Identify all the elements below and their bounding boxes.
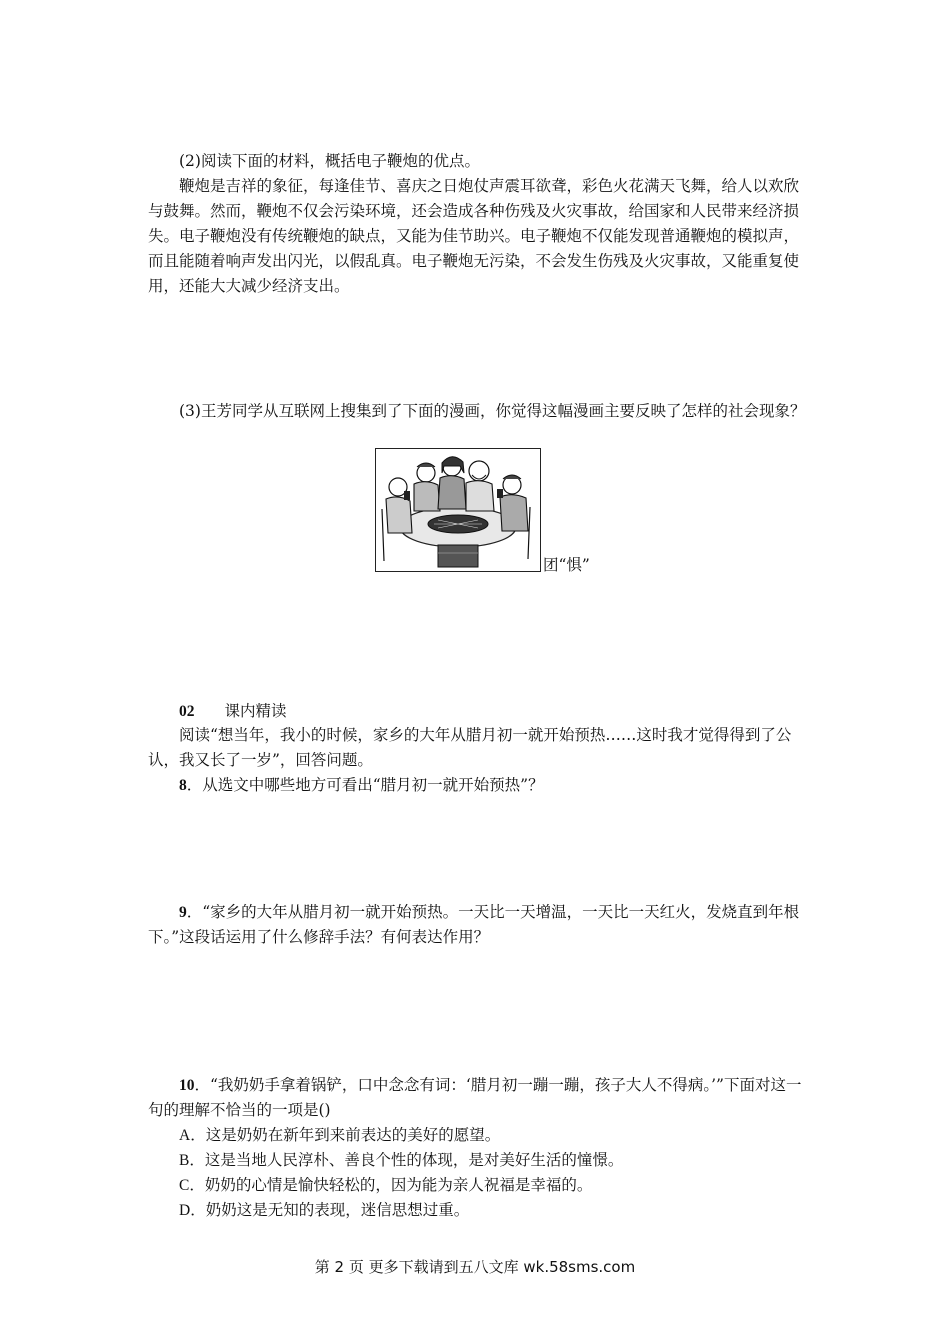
- question-10: [148, 1073, 808, 1123]
- question-10-block: [148, 1073, 808, 1223]
- question-8-text: ．从选文中哪些地方可看出“腊月初一就开始预热”？: [186, 776, 544, 794]
- option-c: [148, 1173, 808, 1198]
- question-3: [148, 399, 808, 424]
- reading-intro: 阅读“想当年，我小的时候，家乡的大年从腊月初一就开始预热……这时我才觉得得到了公认，我又长了一岁”，回答问题。: [148, 726, 792, 769]
- page-footer: 第 2 页 更多下载请到五八文库 wk.58sms.com: [314, 1258, 636, 1276]
- option-c-letter: C: [179, 1177, 190, 1194]
- question-2: [148, 149, 808, 299]
- question-10-text: ．“我奶奶手拿着锅铲，口中念念有词：‘腊月初一蹦一蹦，孩子大人不得病。’”下面对这一句的理解不恰当的一项是(): [148, 1076, 802, 1119]
- question-2-material: 鞭炮是吉祥的象征，每逢佳节、喜庆之日炮仗声震耳欲聋，彩色火花满天飞舞，给人以欢欣与鼓舞。然而，鞭炮不仅会污染环境，还会造成各种伤残及火灾事故，给国家和人民带来经济损失。电子鞭炮没有传统鞭炮的缺点，又能为佳节助兴。电子鞭炮不仅能发现普通鞭炮的模拟声，而且能随着响声发出闪光，以假乱真。电子鞭炮无污染，不会发生伤残及火灾事故，又能重复使用，还能大大减少经济支出。: [148, 177, 800, 295]
- option-b: [148, 1148, 808, 1173]
- question-8: [148, 773, 808, 798]
- question-3-prompt: (3)王芳同学从互联网上搜集到了下面的漫画，你觉得这幅漫画主要反映了怎样的社会现象？: [179, 402, 806, 420]
- section-title: 课内精读: [224, 702, 287, 720]
- option-a: [148, 1123, 808, 1148]
- question-10-number: 10: [179, 1077, 195, 1094]
- section-number: 02: [179, 703, 195, 720]
- question-8-number: 8: [179, 777, 187, 794]
- cartoon-drawing: [376, 449, 539, 570]
- option-d: [148, 1198, 808, 1223]
- option-b-letter: B: [179, 1152, 190, 1169]
- question-2-prompt: (2)阅读下面的材料，概括电子鞭炮的优点。: [179, 152, 480, 170]
- option-a-text: ．这是奶奶在新年到来前表达的美好的愿望。: [190, 1126, 501, 1144]
- question-9: [148, 900, 808, 950]
- option-b-text: ．这是当地人民淳朴、善良个性的体现，是对美好生活的憧憬。: [189, 1151, 624, 1169]
- section-header: [179, 699, 287, 724]
- question-9-text: ．“家乡的大年从腊月初一就开始预热。一天比一天增温，一天比一天红火，发烧直到年根下。”这段话运用了什么修辞手法？有何表达作用？: [148, 903, 800, 946]
- option-d-letter: D: [179, 1202, 191, 1219]
- question-9-block: [148, 900, 808, 950]
- cartoon-image: [375, 448, 541, 572]
- cartoon-caption: 团“惧”: [543, 556, 590, 574]
- question-9-number: 9: [179, 904, 187, 921]
- reading-block: [148, 723, 808, 798]
- option-d-text: ．奶奶这是无知的表现，迷信思想过重。: [190, 1201, 470, 1219]
- option-a-letter: A: [179, 1127, 191, 1144]
- option-c-text: ．奶奶的心情是愉快轻松的，因为能为亲人祝福是幸福的。: [189, 1176, 593, 1194]
